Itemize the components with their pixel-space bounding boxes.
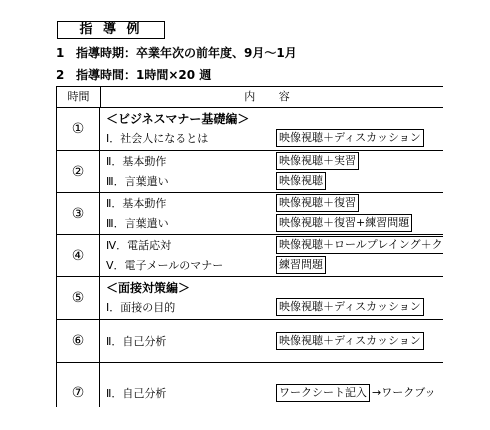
row-label: Ⅲ．言葉遣い (106, 217, 169, 230)
row-heading: ＜ビジネスマナー基礎編＞ (106, 111, 250, 126)
section-number: 2 (56, 68, 65, 82)
table-header (57, 87, 443, 108)
table-row (57, 108, 443, 151)
session-number: ① (71, 121, 85, 137)
row-label: Ⅱ．自己分析 (106, 387, 167, 400)
header-time: 時間 (57, 87, 101, 107)
activity-box: 映像視聴＋ディスカッション (276, 129, 424, 147)
row-label: Ⅱ．基本動作 (106, 197, 167, 210)
row-label: Ⅱ．自己分析 (106, 335, 167, 348)
row-heading: ＜面接対策編＞ (106, 280, 191, 295)
row-label: Ⅲ．言葉遣い (106, 175, 169, 188)
section-text: 指導時期：卒業年次の前年度、9月〜1月 (76, 46, 297, 60)
row-label: Ⅱ．基本動作 (106, 155, 167, 168)
activity-box: 映像視聴＋ロールプレイング＋ク (276, 236, 443, 254)
page-title: 指 導 例 (57, 21, 165, 39)
session-number: ⑤ (71, 290, 85, 306)
table-row (57, 277, 443, 320)
activity-box: 映像視聴＋復習+練習問題 (276, 214, 412, 232)
row-label: Ⅴ．電子メールのマナー (106, 259, 224, 272)
table-row (57, 235, 443, 277)
table-row (57, 320, 443, 363)
activity-box: 映像視聴＋復習 (276, 194, 359, 212)
activity-box: ワークシート記入 (276, 384, 370, 402)
activity-box: 映像視聴＋実習 (276, 152, 359, 170)
header-content: 内 容 (244, 90, 300, 103)
session-number: ③ (71, 205, 85, 222)
activity-box: 映像視聴＋ディスカッション (276, 298, 424, 316)
section-text: 指導時間：1時間×20 週 (76, 68, 212, 82)
activity-box: 映像視聴＋ディスカッション (276, 332, 424, 350)
schedule-table (56, 86, 443, 407)
session-number: ② (71, 163, 85, 180)
activity-box: 映像視聴 (276, 172, 326, 190)
table-row (57, 151, 443, 193)
session-number: ⑦ (71, 385, 85, 401)
section-number: 1 (56, 46, 65, 60)
section-1 (56, 44, 297, 61)
section-2 (56, 66, 211, 83)
session-number: ④ (71, 247, 85, 264)
row-label: Ⅰ．社会人になるとは (106, 132, 209, 145)
activity-box: 練習問題 (276, 256, 326, 274)
table-row (57, 193, 443, 235)
table-row (57, 363, 443, 407)
row-label: Ⅰ．面接の目的 (106, 301, 176, 314)
activity-continuation: →ワークブッ (372, 386, 436, 399)
row-label: Ⅳ．電話応対 (106, 239, 172, 252)
session-number: ⑥ (71, 333, 85, 349)
